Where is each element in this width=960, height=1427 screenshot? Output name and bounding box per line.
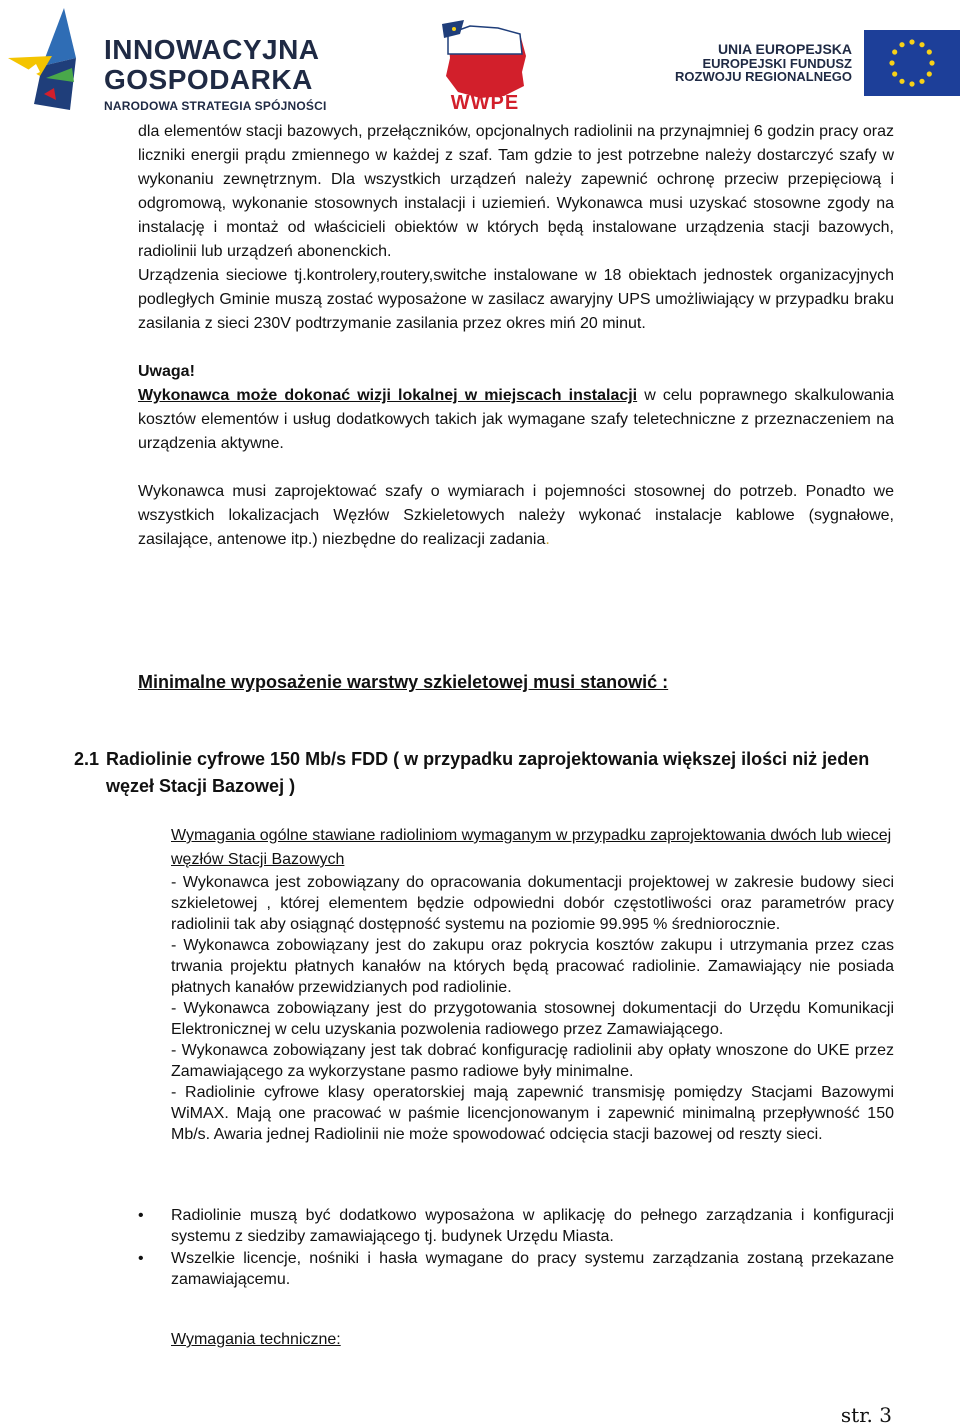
note-bold-text: Wykonawca może dokonać wizji lokalnej w miejscach instalacji xyxy=(138,387,638,404)
paragraph-power-supply: dla elementów stacji bazowych, przełączników, opcjonalnych radiolinii na przynajmniej 6 godzin pracy oraz liczniki energii prądu zmiennego w każdej z szaf. Tam gdzie to jest potrzebne należy dostarczyć szafy w wykonaniu zewnętrznym. Dla wszystkich urządzeń należy zapewnić ochronę przeciw przepięciową i odgromową, wykonanie stosownych instalacji i uziemień. Wykonawca musi uzyskać stosowne zgody na instalację i montaż od właścicieli obiektów w których będą instalowane urządzenia stacji bazowych, radiolinii lub urządzeń abonenckich. xyxy=(138,123,894,260)
section-heading: Minimalne wyposażenie warstwy szkieletowej musi stanowić : xyxy=(138,672,669,692)
requirement-item: - Wykonawca jest zobowiązany do opracowania dokumentacji projektowej w zakresie budowy sieci szkieletowej , której elementem będzie odpowiedni dobór częstotliwości oraz parametrów pracy radiolinii tak aby osiągnąć dostępność systemu na poziomie 99.995 % średniorocznie. xyxy=(171,874,894,933)
ig-logo-line2: GOSPODARKA xyxy=(104,64,313,95)
innowacyjna-gospodarka-logo xyxy=(6,6,336,114)
eu-label-line3: ROZWOJU REGIONALNEGO xyxy=(675,69,852,85)
note-block xyxy=(138,360,894,456)
ig-logo-subtitle: NARODOWA STRATEGIA SPÓJNOŚCI xyxy=(104,99,327,113)
page-number: str. 3 xyxy=(840,1403,892,1427)
bullet-icon: • xyxy=(138,1250,144,1267)
paragraph-ups: Urządzenia sieciowe tj.kontrolery,routery,switche instalowane w 18 obiektach jednostek organizacyjnych podległych Gminie muszą zostać wyposażone w zasilacz awaryjny UPS umożliwiający w przypadku braku zasilania z sieci 230V podtrzymanie zasilania przez okres miń 20 minut. xyxy=(138,267,894,332)
document-body xyxy=(138,120,894,552)
paragraph-cabinets-end: . xyxy=(545,531,550,548)
list-item xyxy=(138,1205,894,1247)
bullet-icon: • xyxy=(138,1207,144,1224)
paragraph-cabinets-text: Wykonawca musi zaprojektować szafy o wymiarach i pojemności stosownej do potrzeb. Ponadto we wszystkich lokalizacjach Węzłów Szkieletowych należy wykonać instalacje kablowe (sygnałowe, zasilające, antenowe itp.) niezbędne do realizacji zadania xyxy=(138,483,894,548)
page-header xyxy=(0,0,960,118)
requirement-item: - Radiolinie cyfrowe klasy operatorskiej mają zapewnić transmisję pomiędzy Stacjami Bazowymi WiMAX. Mają one pracować w paśmie licencjonowanym i zapewnić minimalną przepływność 150 Mb/s. Awaria jednej Radiolinii nie może spowodować odcięcia stacji bazowej od reszty sieci. xyxy=(171,1084,894,1143)
requirement-item: - Wykonawca zobowiązany jest tak dobrać konfigurację radiolinii aby opłaty wnoszone do UKE przez Zamawiającego za wykorzystane pasmo radiowe były minimalne. xyxy=(171,1042,894,1080)
requirements-heading: Wymagania ogólne stawiane radioliniom wymaganym w przypadku zaprojektowania dwóch lub wiecej węzłów Stacji Bazowych xyxy=(171,827,892,868)
eu-flag-icon xyxy=(864,30,960,96)
technical-requirements-heading: Wymagania techniczne: xyxy=(171,1331,341,1348)
eu-label-line1: UNIA EUROPEJSKA xyxy=(717,41,852,57)
note-title: Uwaga! xyxy=(138,363,195,380)
ig-emblem-icon xyxy=(6,6,98,114)
bullet-text: Radiolinie muszą być dodatkowo wyposażona w aplikację do pełnego zarządzania i konfiguracji systemu z siedziby zamawiającego tj. budynek Urzędu Miasta. xyxy=(171,1207,894,1245)
section-number: 2.1 xyxy=(74,749,100,769)
paragraph-cabinets xyxy=(138,480,894,552)
eu-label-line2: EUROPEJSKI FUNDUSZ xyxy=(702,55,852,71)
eu-fund-label xyxy=(675,42,852,84)
note-rest-text: w celu poprawnego skalkulowania kosztów elementów i usług dodatkowych takich jak wymagane szafy teletechniczne z przeznaczeniem na urządzenia aktywne. xyxy=(138,387,895,452)
requirements-block xyxy=(171,824,894,1145)
section-title: Radiolinie cyfrowe 150 Mb/s FDD ( w przypadku zaprojektowania większej ilości niż jeden węzeł Stacji Bazowej ) xyxy=(106,749,870,796)
list-item xyxy=(138,1248,894,1290)
bullet-text: Wszelkie licencje, nośniki i hasła wymagane do pracy systemu zarządzania zostaną przekazane zamawiającemu. xyxy=(171,1250,894,1288)
ig-logo-line1: INNOWACYJNA xyxy=(104,34,320,65)
bullet-list xyxy=(138,1205,894,1291)
wwpe-logo-text: WWPE xyxy=(450,92,520,114)
requirement-item: - Wykonawca zobowiązany jest do przygotowania stosownej dokumentacji do Urzędu Komunikacji Elektronicznej w celu uzyskania pozwolenia radiowego przez Zamawiającego. xyxy=(171,1000,894,1038)
requirement-item: - Wykonawca zobowiązany jest do zakupu oraz pokrycia kosztów zakupu i utrzymania przez czas trwania projektu płatnych kanałów na których będą pracować radiolinie. Zamawiający nie posiada płatnych kanałów przewidzianych pod radiolinie. xyxy=(171,937,894,996)
